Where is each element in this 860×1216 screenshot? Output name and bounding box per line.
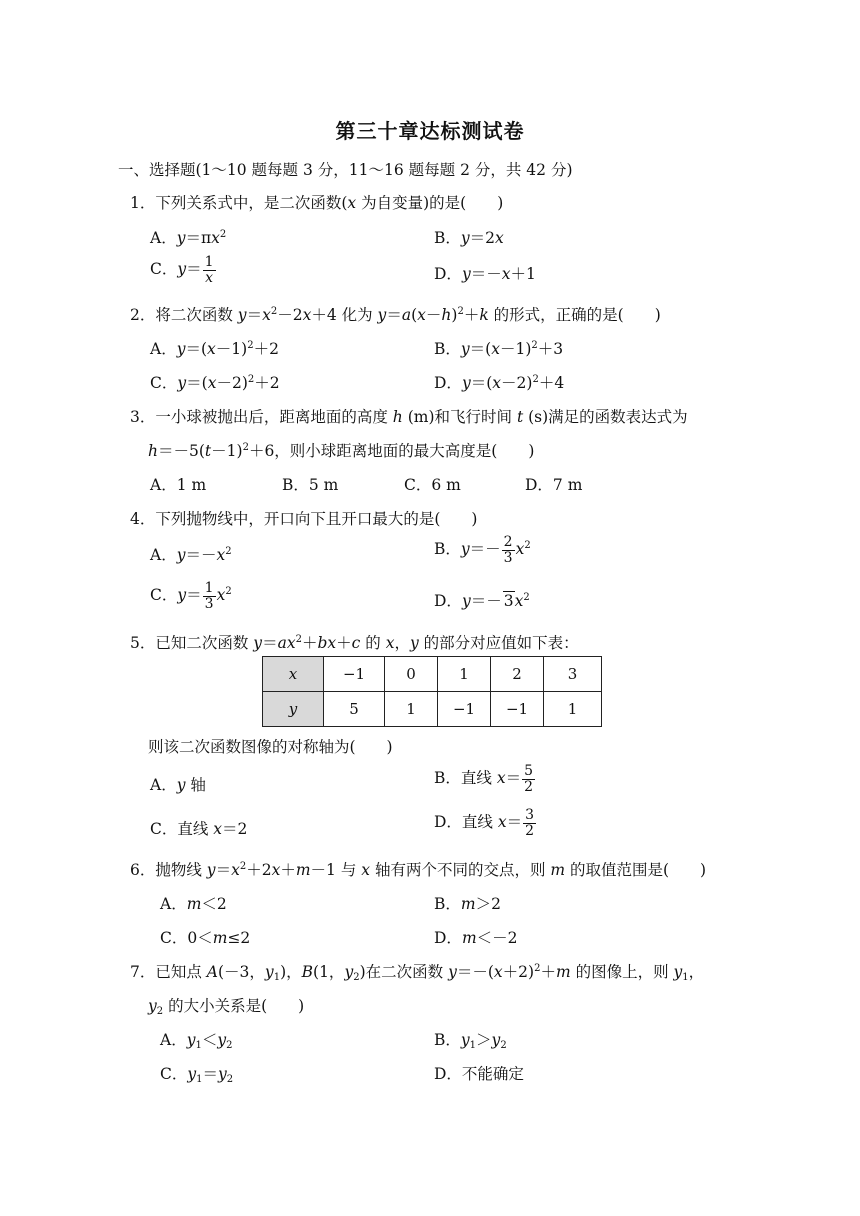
question-3-stem-line2: $h=-5(t-1)^2+6$，则小球距离地面的最大高度是( ): [148, 442, 535, 460]
question-5-stem: 5．已知二次函数 $y=ax^2+bx+c$ 的 x，y 的部分对应值如下表：: [130, 634, 579, 652]
question-4-stem: 4．下列抛物线中，开口向下且开口最大的是( ): [130, 510, 478, 528]
table-cell: −1: [491, 692, 544, 727]
q4-option-c: C．y＝ $\frac{1}{3}$ $x^2$: [150, 580, 232, 612]
q1-option-a: A．$y=\pi x^2$: [150, 229, 227, 247]
q7-option-d: D．不能确定: [434, 1065, 524, 1083]
table-header-y: y: [263, 692, 324, 727]
table-cell: 1: [438, 657, 491, 692]
q6-option-c: C．0＜m≤2: [160, 929, 251, 947]
q2-option-c: C．$y=(x-2)^2+2$: [150, 374, 280, 392]
table-cell: −1: [438, 692, 491, 727]
q5-option-a: A．y 轴: [150, 776, 206, 794]
q1-option-d: D．y＝－x＋1: [434, 265, 536, 283]
q3-option-b: B．5 m: [282, 476, 339, 494]
q6-option-d: D．m＜－2: [434, 929, 518, 947]
page-title: 第三十章达标测试卷: [335, 119, 525, 143]
q4-option-d: D．$y=- 3x^2$: [434, 592, 530, 610]
table-cell: 2: [491, 657, 544, 692]
table-cell: 3: [544, 657, 602, 692]
value-table: [262, 656, 602, 727]
table-row: [263, 692, 602, 727]
table-row: [263, 657, 602, 692]
table-cell: 1: [385, 692, 438, 727]
table-cell: 5: [324, 692, 385, 727]
question-2-stem: 2．将二次函数 $y=x^2-2x+4$ 化为 $y=a(x-h)^2+k$ 的形式，正确的是( ): [130, 306, 661, 324]
q5-option-d: D．直线 x＝ $\frac{3}{2}$: [434, 807, 535, 839]
q7-option-c: C．$y_1=y_2$: [160, 1065, 234, 1085]
q4-option-a: A．$y=-x^2$: [150, 546, 232, 564]
table-cell: 0: [385, 657, 438, 692]
question-1-stem: 1．下列关系式中，是二次函数(x 为自变量)的是( ): [130, 194, 504, 212]
q3-option-a: A．1 m: [150, 476, 207, 494]
question-5-followup: 则该二次函数图像的对称轴为( ): [148, 738, 393, 756]
q3-option-d: D．7 m: [525, 476, 583, 494]
q2-option-b: B．$y=(x-1)^2+3$: [434, 340, 564, 358]
q1-option-c: C．y＝ $\frac{1}{x}$: [150, 254, 214, 286]
table-header-x: x: [263, 657, 324, 692]
question-3-stem-line1: 3．一小球被抛出后，距离地面的高度 h (m)和飞行时间 t (s)满足的函数表达式为: [130, 408, 688, 426]
q2-option-a: A．$y=(x-1)^2+2$: [150, 340, 279, 358]
q5-option-c: C．直线 x＝2: [150, 820, 248, 838]
q1-option-b: B．y＝2x: [434, 229, 504, 247]
q4-option-b: B．y＝－ $\frac{2}{3}$ $x^2$: [434, 534, 531, 566]
q6-option-b: B．m＞2: [434, 895, 501, 913]
table-cell: 1: [544, 692, 602, 727]
question-7-stem-line1: 7．已知点 A(－3，$y_1$)，B(1，$y_2$)在二次函数 $y=-(x+2)^2+m$ 的图像上，则 $y_1$，: [130, 963, 705, 983]
q7-option-b: B．$y_1>y_2$: [434, 1031, 507, 1051]
table-cell: −1: [324, 657, 385, 692]
q5-option-b: B．直线 x＝ $\frac{5}{2}$: [434, 763, 534, 795]
question-6-stem: 6．抛物线 $y=x^2+2x+m-1$ 与 x 轴有两个不同的交点，则 m 的取值范围是( ): [130, 861, 707, 879]
q3-option-c: C．6 m: [404, 476, 461, 494]
section-heading: 一、选择题(1～10 题每题 3 分，11～16 题每题 2 分，共 42 分): [118, 161, 573, 179]
question-7-stem-line2: $y_2$ 的大小关系是( ): [148, 997, 305, 1017]
q2-option-d: D．$y=(x-2)^2+4$: [434, 374, 565, 392]
q7-option-a: A．$y_1<y_2$: [160, 1031, 233, 1051]
q6-option-a: A．m＜2: [160, 895, 227, 913]
